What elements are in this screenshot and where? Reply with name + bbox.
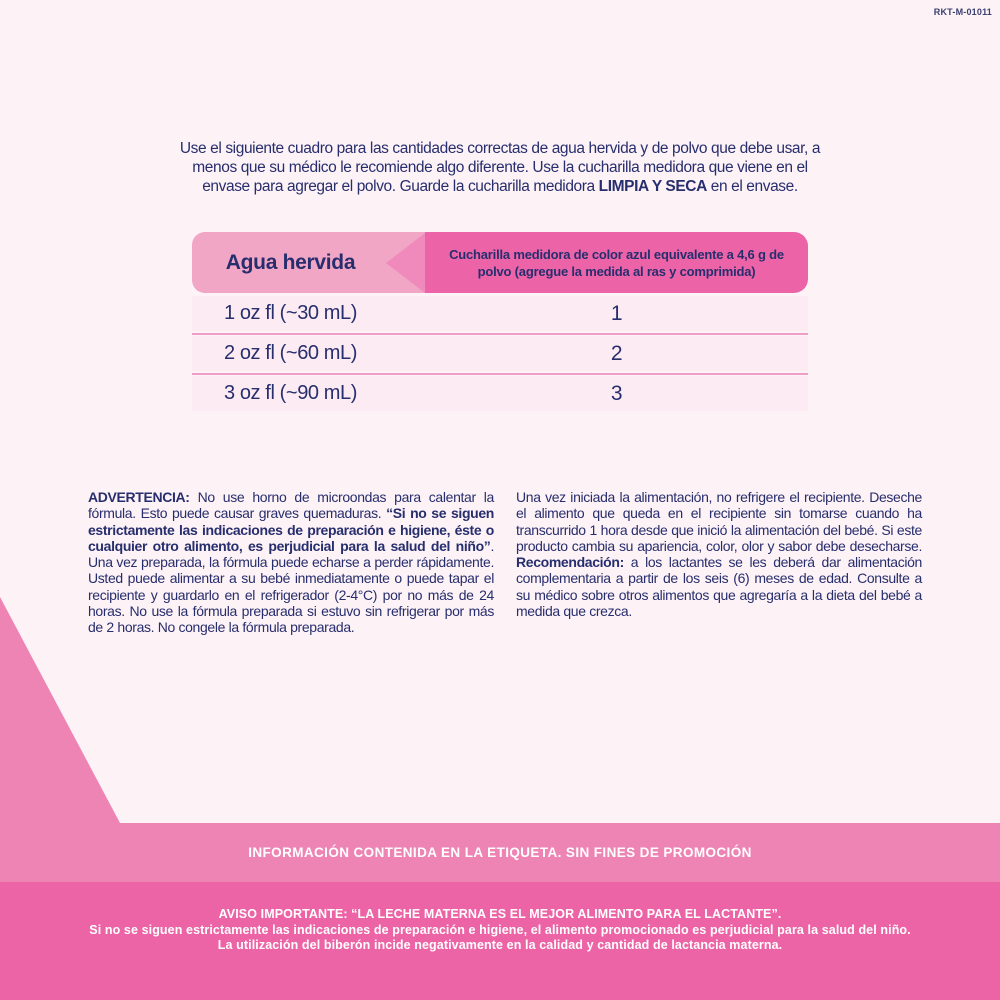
water-amount-cell: 3 oz fl (~90 mL) [223,382,358,404]
warnings-section [88,489,922,636]
aviso-line: Si no se siguen estrictamente las indicaciones de preparación e higiene, el alimento promocionado es perjudicial para la salud del niño. [89,922,911,937]
table-header-water: Agua hervida [192,232,425,293]
table-row [192,336,808,371]
warning-right-column: Una vez iniciada la alimentación, no refrigere el recipiente. Deseche el alimento que queda en el recipiente sin tomarse cuando ha transcurrido 1 hora desde que inició la alimentación del bebé. Si este producto cambia su apariencia, color, olor y sabor debe desecharse. Recomendación: a los lactantes se les deberá dar alimentación complementaria a partir de los seis (6) meses de edad. Consulte a su médico sobre otros alimentos que agregaría a la dieta del bebé a medida que crezca. [516,489,922,620]
product-code: RKT-M-01011 [933,7,992,17]
scoop-count-cell: 2 [610,341,623,365]
etiqueta-info-banner [0,823,1000,882]
water-amount-cell: 2 oz fl (~60 mL) [223,342,358,364]
intro-paragraph: Use el siguiente cuadro para las cantidades correctas de agua hervida y de polvo que debe usar, a menos que su médico le recomiende algo diferente. Use la cucharilla medidora que viene en el envase para agregar el polvo. Guarde la cucharilla medidora LIMPIA Y SECA en el envase. [179,140,821,195]
dosage-table [192,232,808,411]
table-row [192,376,808,411]
scoop-count-cell: 3 [610,381,623,405]
warning-left-column: ADVERTENCIA: No use horno de microondas para calentar la fórmula. Esto puede causar graves quemaduras. “Si no se siguen estrictamente las indicaciones de preparación e higiene, éste o cualquier otro alimento, es perjudicial para la salud del niño”. Una vez preparada, la fórmula puede echarse a perder rápidamente. Usted puede alimentar a su bebé inmediatamente o puede tapar el recipiente y guardarlo en el refrigerador (2-4°C) por no más de 24 horas. No use la fórmula preparada si estuvo sin refrigerar por más de 2 horas. No congele la fórmula preparada. [88,489,494,636]
aviso-line: La utilización del biberón incide negativamente en la calidad y cantidad de lactancia materna. [217,938,783,952]
table-header-scoop-label: Cucharilla medidora de color azul equivalente a 4,6 g de polvo (agregue la medida al ras y comprimida) [449,246,784,279]
left-arrow-shape [386,233,425,293]
table-header [192,232,808,293]
table-row [192,296,808,331]
scoop-count-cell: 1 [610,301,623,325]
etiqueta-info-text: INFORMACIÓN CONTENIDA EN LA ETIQUETA. SIN FINES DE PROMOCIÓN [248,845,752,860]
aviso-importante-banner [0,882,1000,1000]
table-header-scoop [425,232,808,293]
water-amount-cell: 1 oz fl (~30 mL) [223,302,358,324]
aviso-line: AVISO IMPORTANTE: “LA LECHE MATERNA ES EL MEJOR ALIMENTO PARA EL LACTANTE”. [218,907,782,921]
